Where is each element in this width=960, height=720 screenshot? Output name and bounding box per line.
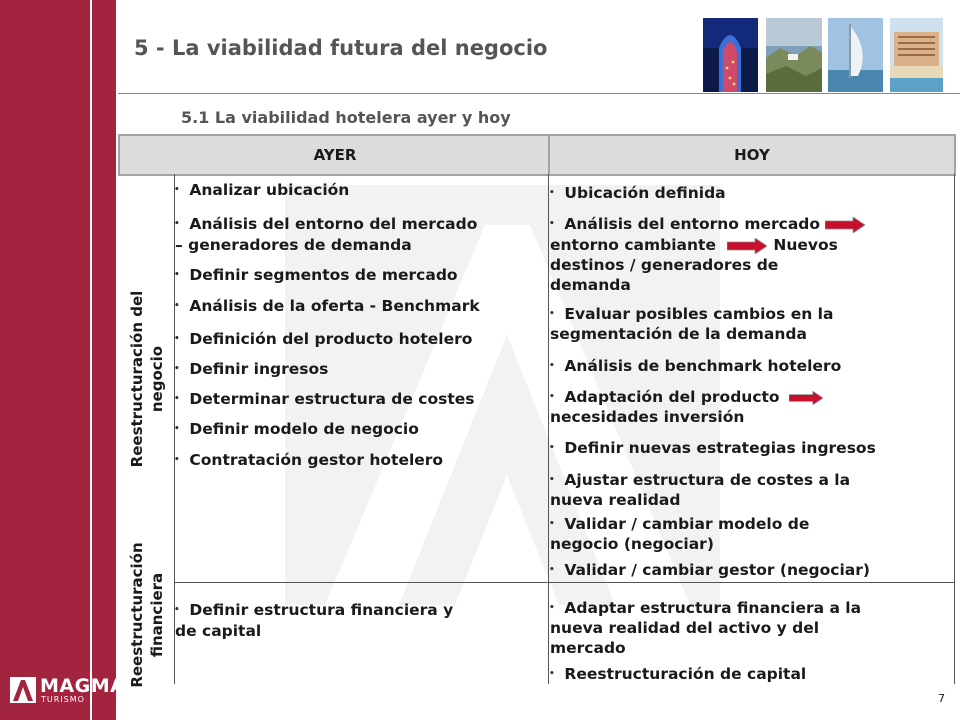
bullet-icon: • bbox=[174, 455, 180, 465]
left-brand-stripe bbox=[92, 0, 116, 720]
bullet-icon: • bbox=[549, 519, 555, 529]
list-item: • Validar / cambiar modelo de bbox=[549, 515, 810, 533]
bullet-icon: • bbox=[174, 334, 180, 344]
table-right-border bbox=[954, 174, 955, 684]
list-item-continuation: mercado bbox=[550, 639, 626, 657]
bullet-icon: • bbox=[549, 475, 555, 485]
section-subtitle: 5.1 La viabilidad hotelera ayer y hoy bbox=[181, 108, 511, 127]
coast-photo bbox=[766, 18, 822, 92]
list-item-continuation: – generadores de demanda bbox=[175, 236, 412, 254]
bullet-icon: • bbox=[549, 309, 555, 319]
list-item: • Validar / cambiar gestor (negociar) bbox=[549, 561, 870, 579]
magma-logo bbox=[10, 675, 126, 705]
row-label-line: financiera bbox=[148, 572, 166, 658]
page-number: 7 bbox=[938, 692, 945, 705]
bullet-icon: • bbox=[174, 301, 180, 311]
table-row-divider bbox=[174, 582, 955, 583]
left-brand-band bbox=[0, 0, 90, 720]
list-item: • Evaluar posibles cambios en la bbox=[549, 305, 834, 323]
bullet-icon: • bbox=[174, 424, 180, 434]
bullet-icon: • bbox=[174, 394, 180, 404]
list-item: • Analizar ubicación bbox=[174, 181, 350, 199]
list-item: • Definir modelo de negocio bbox=[174, 420, 419, 438]
list-item: • Análisis del entorno mercado bbox=[549, 214, 865, 234]
list-item-continuation: demanda bbox=[550, 276, 631, 294]
column-header-ayer bbox=[118, 134, 550, 176]
list-item: • Definir ingresos bbox=[174, 360, 329, 378]
list-item: • Ubicación definida bbox=[549, 184, 726, 202]
list-item: • Definir nuevas estrategias ingresos bbox=[549, 439, 876, 457]
bullet-icon: • bbox=[549, 219, 555, 229]
bullet-icon: • bbox=[549, 361, 555, 371]
tower-photo bbox=[703, 18, 758, 92]
bullet-icon: • bbox=[174, 219, 180, 229]
sail-hotel-photo bbox=[828, 18, 883, 92]
list-item-continuation: entorno cambiante Nuevos bbox=[550, 236, 838, 254]
list-item: • Contratación gestor hotelero bbox=[174, 451, 444, 469]
right-arrow-icon bbox=[727, 238, 767, 254]
list-item-continuation: negocio (negociar) bbox=[550, 535, 714, 553]
bullet-icon: • bbox=[174, 364, 180, 374]
bullet-icon: • bbox=[174, 605, 180, 615]
list-item-continuation: de capital bbox=[175, 622, 262, 640]
list-item: • Análisis de la oferta - Benchmark bbox=[174, 297, 480, 315]
bullet-icon: • bbox=[549, 603, 555, 613]
header-photo-strip bbox=[703, 18, 943, 92]
list-item: • Definición del producto hotelero bbox=[174, 330, 473, 348]
bullet-icon: • bbox=[549, 565, 555, 575]
brand-name: MAGMA bbox=[40, 675, 126, 697]
resort-photo bbox=[890, 18, 943, 92]
list-item: • Definir segmentos de mercado bbox=[174, 266, 458, 284]
column-header-ayer-label: AYER bbox=[313, 146, 357, 164]
list-item: • Adaptación del producto bbox=[549, 387, 823, 407]
row-label-line: Reestructuración bbox=[128, 542, 146, 688]
bullet-icon: • bbox=[549, 188, 555, 198]
page-title: 5 - La viabilidad futura del negocio bbox=[134, 36, 548, 60]
right-arrow-icon bbox=[789, 390, 823, 406]
brand-subtitle: TURISMO bbox=[41, 695, 85, 704]
column-header-hoy bbox=[550, 134, 956, 176]
list-item: • Reestructuración de capital bbox=[549, 665, 807, 683]
list-item-continuation: necesidades inversión bbox=[550, 408, 745, 426]
bullet-icon: • bbox=[549, 392, 555, 402]
row-label-line: negocio bbox=[148, 345, 166, 413]
list-item: • Ajustar estructura de costes a la bbox=[549, 471, 851, 489]
bullet-icon: • bbox=[174, 270, 180, 280]
list-item: • Adaptar estructura financiera a la bbox=[549, 599, 862, 617]
list-item: • Determinar estructura de costes bbox=[174, 390, 475, 408]
list-item: • Definir estructura financiera y bbox=[174, 601, 454, 619]
list-item: • Análisis de benchmark hotelero bbox=[549, 357, 842, 375]
list-item-continuation: nueva realidad del activo y del bbox=[550, 619, 820, 637]
bullet-icon: • bbox=[174, 185, 180, 195]
right-arrow-icon bbox=[825, 217, 865, 233]
column-header-hoy-label: HOY bbox=[734, 146, 770, 164]
magma-logo-icon bbox=[10, 677, 36, 703]
list-item: • Análisis del entorno del mercado bbox=[174, 215, 478, 233]
list-item-continuation: segmentación de la demanda bbox=[550, 325, 807, 343]
bullet-icon: • bbox=[549, 443, 555, 453]
bullet-icon: • bbox=[549, 669, 555, 679]
title-divider bbox=[118, 93, 960, 94]
list-item-continuation: destinos / generadores de bbox=[550, 256, 779, 274]
header-divider bbox=[548, 134, 550, 176]
row-label-line: Reestructuración del bbox=[128, 290, 146, 468]
list-item-continuation: nueva realidad bbox=[550, 491, 681, 509]
row-label-reestructuracion-financiera bbox=[123, 520, 171, 710]
